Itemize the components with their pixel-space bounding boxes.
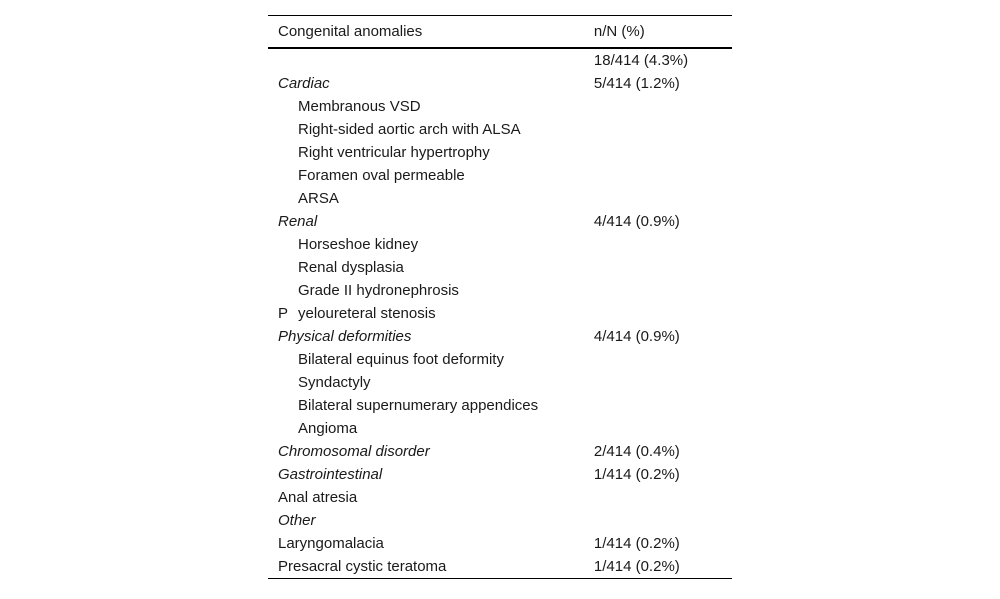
row-label: Bilateral equinus foot deformity: [298, 351, 504, 368]
table-row: [268, 532, 732, 555]
table-row: [268, 141, 732, 164]
table-row: [268, 509, 732, 532]
row-value: 4/414 (0.9%): [593, 213, 680, 230]
row-value: 5/414 (1.2%): [593, 75, 680, 92]
row-value: [584, 256, 732, 279]
row-value: [584, 141, 732, 164]
row-value: 18/414 (4.3%): [593, 52, 689, 69]
row-value: 2/414 (0.4%): [593, 443, 680, 460]
row-value: [584, 164, 732, 187]
row-label: Gastrointestinal: [278, 466, 383, 483]
row-label: Horseshoe kidney: [298, 236, 419, 253]
table-body: [268, 48, 732, 579]
table-row: [268, 233, 732, 256]
table-row: [268, 302, 732, 325]
row-label: Anal atresia: [278, 489, 358, 506]
table-row: [268, 279, 732, 302]
row-label: Angioma: [298, 420, 358, 437]
table-row: [268, 463, 732, 486]
table-row: [268, 256, 732, 279]
row-label: Grade II hydronephrosis: [298, 282, 459, 299]
table-row: [268, 486, 732, 509]
table-header-row: [268, 16, 732, 49]
congenital-anomalies-table: [268, 15, 732, 579]
row-value: [584, 394, 732, 417]
row-label: [268, 302, 584, 325]
row-label: Syndactyly: [298, 374, 371, 391]
row-label-prefix: P: [278, 305, 289, 322]
row-value: [584, 95, 732, 118]
row-label: ARSA: [298, 190, 339, 207]
row-label: Chromosomal disorder: [278, 443, 430, 460]
row-value: [584, 509, 732, 532]
row-value: [584, 279, 732, 302]
row-value: [584, 187, 732, 210]
row-label: Membranous VSD: [298, 98, 421, 115]
table-row: [268, 210, 732, 233]
row-label: Cardiac: [278, 75, 330, 92]
table-row: [268, 95, 732, 118]
table-row: [268, 348, 732, 371]
row-value: 1/414 (0.2%): [593, 535, 680, 552]
table-row: [268, 187, 732, 210]
row-label-tail: yeloureteral stenosis: [298, 305, 436, 322]
row-value: [584, 417, 732, 440]
row-value: 4/414 (0.9%): [593, 328, 680, 345]
anomalies-table-container: [268, 15, 732, 579]
row-value: 1/414 (0.2%): [584, 555, 732, 579]
table-row: [268, 325, 732, 348]
row-label: Renal dysplasia: [298, 259, 404, 276]
header-congenital-anomalies: Congenital anomalies: [268, 16, 584, 49]
row-label: Bilateral supernumerary appendices: [298, 397, 539, 414]
table-row: [268, 417, 732, 440]
row-value: [584, 118, 732, 141]
row-label: Right ventricular hypertrophy: [298, 144, 490, 161]
row-label: Right-sided aortic arch with ALSA: [298, 121, 521, 138]
table-row: [268, 48, 732, 72]
row-value: [584, 371, 732, 394]
table-row: [268, 72, 732, 95]
row-value: [584, 486, 732, 509]
row-value: [584, 302, 732, 325]
row-label: Physical deformities: [278, 328, 412, 345]
row-value: [584, 233, 732, 256]
table-row: [268, 555, 732, 579]
table-row: [268, 440, 732, 463]
row-label: Presacral cystic teratoma: [268, 555, 584, 579]
row-value: 1/414 (0.2%): [593, 466, 680, 483]
table-row: [268, 118, 732, 141]
table-row: [268, 371, 732, 394]
row-label: [268, 48, 584, 72]
header-n-over-n-percent: n/N (%): [584, 16, 732, 49]
row-value: [584, 348, 732, 371]
row-label: Renal: [278, 213, 318, 230]
table-row: [268, 394, 732, 417]
row-label: Other: [278, 512, 316, 529]
row-label: Foramen oval permeable: [298, 167, 465, 184]
table-row: [268, 164, 732, 187]
row-label: Laryngomalacia: [278, 535, 384, 552]
